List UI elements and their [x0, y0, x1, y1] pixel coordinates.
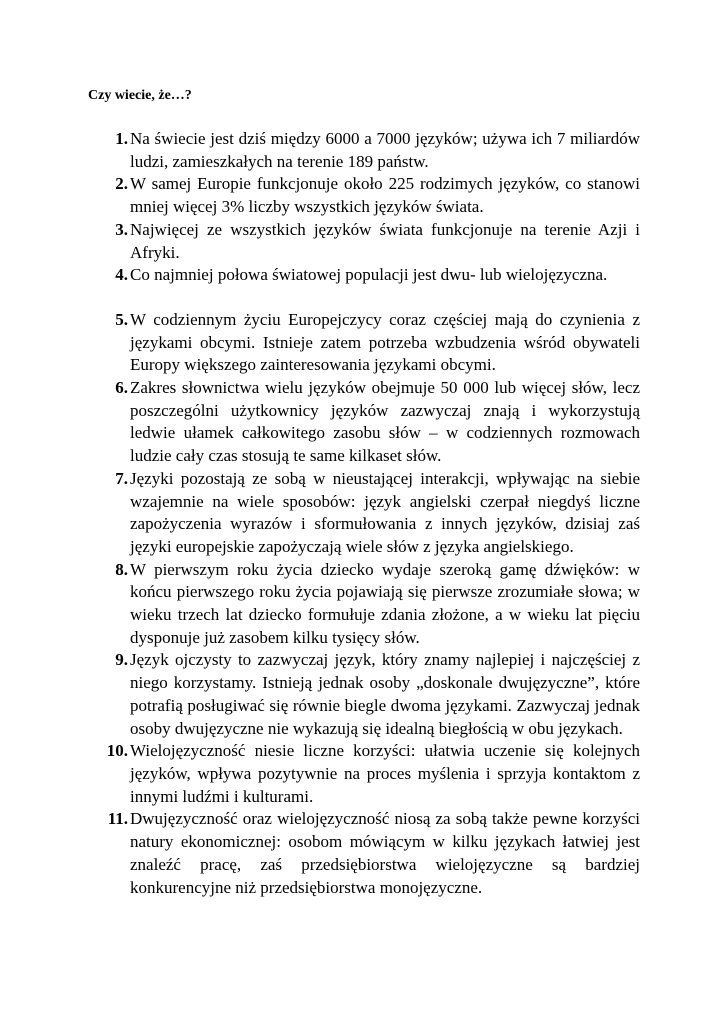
item-text: Języki pozostają ze sobą w nieustającej interakcji, wpływając na siebie wzajemnie na wiele sposobów: język angielski czerpał niegdyś liczne zapożyczenia wyrazów i sformułowania z innych języków, dzisiaj zaś języki europejskie zapożyczają wiele słów z języka angielskiego. — [130, 468, 640, 556]
item-text: Najwięcej ze wszystkich języków świata funkcjonuje na terenie Azji i Afryki. — [130, 219, 640, 262]
list-item — [88, 128, 640, 173]
item-number: 2. — [115, 174, 128, 194]
list-item — [88, 468, 640, 559]
list-item — [88, 808, 640, 899]
item-number: 4. — [115, 265, 128, 285]
list-item — [88, 264, 640, 287]
item-number: 5. — [115, 309, 128, 329]
list-item — [88, 377, 640, 468]
item-number: 7. — [115, 468, 128, 488]
facts-list — [88, 128, 640, 899]
item-number: 9. — [115, 650, 128, 670]
list-item — [88, 559, 640, 650]
list-item — [88, 173, 640, 218]
list-item — [88, 219, 640, 264]
item-number: 3. — [115, 219, 128, 239]
item-number: 10. — [106, 741, 128, 761]
item-text: W samej Europie funkcjonuje około 225 rodzimych języków, co stanowi mniej więcej 3% liczby wszystkich języków świata. — [130, 174, 640, 217]
item-text: Wielojęzyczność niesie liczne korzyści: ułatwia uczenie się kolejnych języków, wpływa pozytywnie na proces myślenia i sprzyja kontaktom z innymi ludźmi i kulturami. — [130, 741, 640, 806]
item-text: W codziennym życiu Europejczycy coraz częściej mają do czynienia z językami obcymi. Istnieje zatem potrzeba wzbudzenia wśród obywateli Europy większego zainteresowania językami obcymi. — [130, 309, 640, 375]
item-number: 1. — [115, 129, 128, 148]
list-item — [88, 309, 640, 377]
item-text: Język ojczysty to zazwyczaj język, który znamy najlepiej i najczęściej z niego korzystamy. Istnieją jednak osoby „doskonale dwujęzyczne”, które potrafią posługiwać się równie biegle dwoma językami. Zazwyczaj jednak osoby dwujęzyczne nie wykazują się idealną biegłością w obu językach. — [130, 650, 640, 738]
item-number: 6. — [115, 378, 128, 398]
item-number: 11. — [107, 809, 128, 829]
item-text: Dwujęzyczność oraz wielojęzyczność niosą za sobą także pewne korzyści natury ekonomicznej: osobom mówiącym w kilku językach łatwiej jest znaleźć pracę, zaś przedsiębiorstwa wielojęzyczne są bardziej konkurencyjne niż przedsiębiorstwa monojęzyczne. — [130, 809, 640, 897]
list-item — [88, 740, 640, 808]
item-text: Zakres słownictwa wielu języków obejmuje 50 000 lub więcej słów, lecz poszczególni użytkownicy języków zazwyczaj znają i wykorzystują ledwie ułamek całkowitego zasobu słów – w codziennych rozmowach ludzie cały czas stosują te same kilkaset słów. — [130, 378, 640, 466]
list-item — [88, 649, 640, 740]
item-text: Na świecie jest dziś między 6000 a 7000 języków; używa ich 7 miliardów ludzi, zamieszkałych na terenie 189 państw. — [130, 129, 640, 171]
item-number: 8. — [115, 559, 128, 579]
item-text: W pierwszym roku życia dziecko wydaje szeroką gamę dźwięków: w końcu pierwszego roku życia pojawiają się pierwsze zrozumiałe słowa; w wieku trzech lat dziecko formułuje zdania złożone, a w wieku lat pięciu dysponuje już zasobem kilku tysięcy słów. — [130, 559, 640, 647]
document-heading: Czy wiecie, że…? — [88, 88, 192, 103]
item-text: Co najmniej połowa światowej populacji jest dwu- lub wielojęzyczna. — [130, 265, 608, 285]
